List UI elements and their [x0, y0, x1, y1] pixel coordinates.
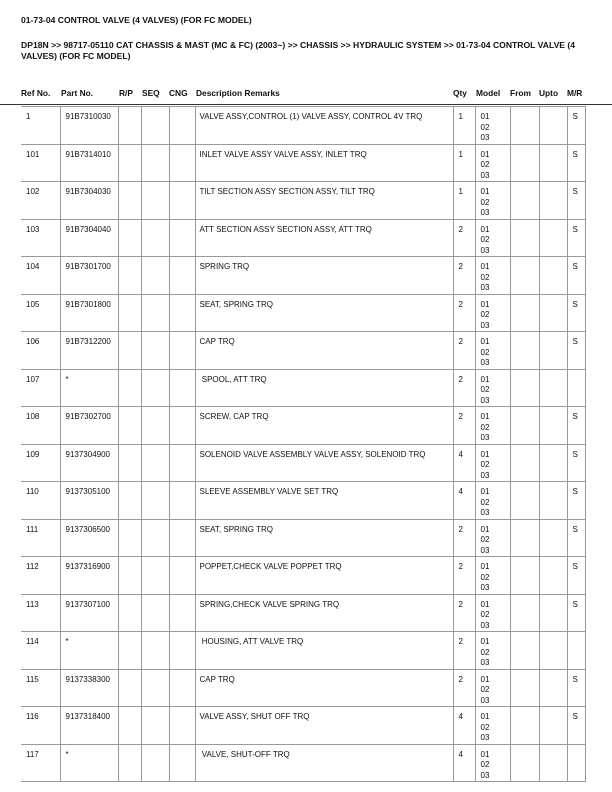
- cell-description: SEAT, SPRING TRQ: [195, 294, 453, 332]
- cell-upto: [539, 519, 567, 557]
- cell-mr: S: [567, 219, 585, 257]
- cell-upto: [539, 707, 567, 745]
- cell-qty: 1: [453, 144, 475, 182]
- cell-model: 01 02 03: [475, 744, 510, 782]
- cell-description: VALVE ASSY, SHUT OFF TRQ: [195, 707, 453, 745]
- table-row: [21, 744, 585, 782]
- cell-qty: 2: [453, 669, 475, 707]
- cell-description: SPRING,CHECK VALVE SPRING TRQ: [195, 594, 453, 632]
- table-row: [21, 707, 585, 745]
- cell-from: [510, 632, 539, 670]
- cell-rp: [118, 182, 141, 220]
- cell-part-no: 91B7304030: [60, 182, 118, 220]
- cell-part-no: 9137316900: [60, 557, 118, 595]
- cell-rp: [118, 444, 141, 482]
- table-row: [21, 444, 585, 482]
- table-row: [21, 594, 585, 632]
- cell-upto: [539, 144, 567, 182]
- cell-seq: [141, 482, 169, 520]
- cell-mr: S: [567, 444, 585, 482]
- table-row: [21, 482, 585, 520]
- cell-model: 01 02 03: [475, 182, 510, 220]
- table-row: [21, 519, 585, 557]
- cell-description: HOUSING, ATT VALVE TRQ: [195, 632, 453, 670]
- cell-model: 01 02 03: [475, 219, 510, 257]
- cell-description: SCREW, CAP TRQ: [195, 407, 453, 445]
- cell-ref-no: 115: [21, 669, 60, 707]
- cell-from: [510, 744, 539, 782]
- cell-qty: 4: [453, 707, 475, 745]
- cell-upto: [539, 219, 567, 257]
- cell-qty: 2: [453, 332, 475, 370]
- cell-qty: 2: [453, 369, 475, 407]
- cell-rp: [118, 107, 141, 145]
- cell-rp: [118, 594, 141, 632]
- cell-mr: [567, 632, 585, 670]
- cell-cng: [169, 482, 195, 520]
- cell-upto: [539, 744, 567, 782]
- cell-ref-no: 105: [21, 294, 60, 332]
- cell-qty: 1: [453, 107, 475, 145]
- cell-upto: [539, 669, 567, 707]
- cell-part-no: 91B7301700: [60, 257, 118, 295]
- cell-from: [510, 257, 539, 295]
- cell-upto: [539, 407, 567, 445]
- cell-ref-no: 113: [21, 594, 60, 632]
- cell-qty: 2: [453, 519, 475, 557]
- cell-seq: [141, 257, 169, 295]
- cell-rp: [118, 332, 141, 370]
- table-row: [21, 144, 585, 182]
- table-row: [21, 369, 585, 407]
- cell-mr: S: [567, 594, 585, 632]
- header-model: Model: [476, 88, 501, 98]
- cell-cng: [169, 107, 195, 145]
- table-row: [21, 632, 585, 670]
- cell-cng: [169, 219, 195, 257]
- cell-from: [510, 332, 539, 370]
- cell-part-no: 91B7310030: [60, 107, 118, 145]
- page-title: 01-73-04 CONTROL VALVE (4 VALVES) (FOR FC MODEL): [21, 15, 252, 25]
- cell-cng: [169, 369, 195, 407]
- cell-model: 01 02 03: [475, 369, 510, 407]
- cell-cng: [169, 144, 195, 182]
- cell-qty: 2: [453, 257, 475, 295]
- cell-model: 01 02 03: [475, 557, 510, 595]
- header-qty: Qty: [453, 88, 467, 98]
- cell-part-no: 9137338300: [60, 669, 118, 707]
- cell-rp: [118, 707, 141, 745]
- table-row: [21, 107, 585, 145]
- header-description: Description Remarks: [196, 88, 280, 98]
- table-row: [21, 294, 585, 332]
- header-ref-no: Ref No.: [21, 88, 51, 98]
- header-part-no: Part No.: [61, 88, 94, 98]
- cell-model: 01 02 03: [475, 519, 510, 557]
- cell-cng: [169, 669, 195, 707]
- table-row: [21, 407, 585, 445]
- cell-seq: [141, 144, 169, 182]
- cell-mr: S: [567, 407, 585, 445]
- cell-seq: [141, 107, 169, 145]
- cell-seq: [141, 669, 169, 707]
- header-divider: [0, 104, 612, 105]
- cell-qty: 2: [453, 632, 475, 670]
- cell-part-no: 91B7312200: [60, 332, 118, 370]
- cell-from: [510, 369, 539, 407]
- cell-cng: [169, 182, 195, 220]
- cell-upto: [539, 444, 567, 482]
- cell-mr: S: [567, 332, 585, 370]
- cell-cng: [169, 519, 195, 557]
- cell-mr: S: [567, 519, 585, 557]
- cell-part-no: 91B7304040: [60, 219, 118, 257]
- cell-mr: S: [567, 482, 585, 520]
- cell-from: [510, 219, 539, 257]
- cell-qty: 4: [453, 444, 475, 482]
- cell-part-no: *: [60, 632, 118, 670]
- cell-rp: [118, 219, 141, 257]
- cell-seq: [141, 182, 169, 220]
- cell-ref-no: 110: [21, 482, 60, 520]
- table-header: [0, 88, 612, 104]
- cell-from: [510, 444, 539, 482]
- cell-seq: [141, 632, 169, 670]
- cell-model: 01 02 03: [475, 257, 510, 295]
- cell-seq: [141, 407, 169, 445]
- cell-ref-no: 1: [21, 107, 60, 145]
- cell-mr: S: [567, 669, 585, 707]
- cell-cng: [169, 557, 195, 595]
- cell-model: 01 02 03: [475, 707, 510, 745]
- cell-rp: [118, 144, 141, 182]
- cell-cng: [169, 632, 195, 670]
- cell-part-no: *: [60, 369, 118, 407]
- cell-cng: [169, 594, 195, 632]
- cell-qty: 1: [453, 182, 475, 220]
- cell-part-no: 9137305100: [60, 482, 118, 520]
- cell-part-no: 9137304900: [60, 444, 118, 482]
- cell-rp: [118, 257, 141, 295]
- cell-seq: [141, 219, 169, 257]
- cell-mr: [567, 369, 585, 407]
- table-row: [21, 219, 585, 257]
- cell-upto: [539, 557, 567, 595]
- cell-ref-no: 106: [21, 332, 60, 370]
- cell-description: ATT SECTION ASSY SECTION ASSY, ATT TRQ: [195, 219, 453, 257]
- cell-ref-no: 111: [21, 519, 60, 557]
- header-from: From: [510, 88, 531, 98]
- cell-from: [510, 182, 539, 220]
- cell-part-no: 9137306500: [60, 519, 118, 557]
- cell-upto: [539, 182, 567, 220]
- cell-ref-no: 103: [21, 219, 60, 257]
- cell-cng: [169, 294, 195, 332]
- cell-model: 01 02 03: [475, 482, 510, 520]
- cell-model: 01 02 03: [475, 144, 510, 182]
- cell-cng: [169, 332, 195, 370]
- cell-from: [510, 519, 539, 557]
- cell-rp: [118, 482, 141, 520]
- cell-upto: [539, 257, 567, 295]
- cell-upto: [539, 482, 567, 520]
- cell-description: SEAT, SPRING TRQ: [195, 519, 453, 557]
- breadcrumb: DP18N >> 98717-05110 CAT CHASSIS & MAST (MC & FC) (2003~) >> CHASSIS >> HYDRAULIC SYSTEM >> 01-73-04 CONTROL VALVE (4 VALVES) (FOR FC MODEL): [21, 40, 576, 61]
- cell-description: SLEEVE ASSEMBLY VALVE SET TRQ: [195, 482, 453, 520]
- cell-description: TILT SECTION ASSY SECTION ASSY, TILT TRQ: [195, 182, 453, 220]
- table-row: [21, 182, 585, 220]
- cell-seq: [141, 594, 169, 632]
- cell-from: [510, 144, 539, 182]
- cell-description: CAP TRQ: [195, 332, 453, 370]
- cell-from: [510, 707, 539, 745]
- cell-ref-no: 102: [21, 182, 60, 220]
- cell-from: [510, 107, 539, 145]
- cell-model: 01 02 03: [475, 107, 510, 145]
- cell-qty: 2: [453, 219, 475, 257]
- cell-description: SPRING TRQ: [195, 257, 453, 295]
- cell-part-no: 9137318400: [60, 707, 118, 745]
- cell-model: 01 02 03: [475, 632, 510, 670]
- cell-upto: [539, 594, 567, 632]
- header-seq: SEQ: [142, 88, 160, 98]
- cell-ref-no: 114: [21, 632, 60, 670]
- cell-ref-no: 109: [21, 444, 60, 482]
- cell-seq: [141, 294, 169, 332]
- cell-model: 01 02 03: [475, 407, 510, 445]
- cell-mr: S: [567, 707, 585, 745]
- cell-upto: [539, 632, 567, 670]
- cell-qty: 2: [453, 594, 475, 632]
- cell-seq: [141, 332, 169, 370]
- cell-description: POPPET,CHECK VALVE POPPET TRQ: [195, 557, 453, 595]
- cell-seq: [141, 744, 169, 782]
- cell-seq: [141, 519, 169, 557]
- cell-mr: S: [567, 257, 585, 295]
- cell-seq: [141, 707, 169, 745]
- cell-model: 01 02 03: [475, 332, 510, 370]
- cell-qty: 2: [453, 557, 475, 595]
- header-upto: Upto: [539, 88, 559, 98]
- cell-cng: [169, 407, 195, 445]
- cell-rp: [118, 519, 141, 557]
- cell-ref-no: 112: [21, 557, 60, 595]
- cell-from: [510, 407, 539, 445]
- cell-model: 01 02 03: [475, 669, 510, 707]
- cell-description: SOLENOID VALVE ASSEMBLY VALVE ASSY, SOLENOID TRQ: [195, 444, 453, 482]
- cell-ref-no: 104: [21, 257, 60, 295]
- cell-rp: [118, 744, 141, 782]
- cell-model: 01 02 03: [475, 594, 510, 632]
- cell-mr: S: [567, 182, 585, 220]
- table-row: [21, 557, 585, 595]
- cell-rp: [118, 369, 141, 407]
- cell-part-no: 91B7314010: [60, 144, 118, 182]
- cell-upto: [539, 332, 567, 370]
- cell-part-no: 91B7302700: [60, 407, 118, 445]
- cell-part-no: 91B7301800: [60, 294, 118, 332]
- cell-cng: [169, 257, 195, 295]
- cell-qty: 2: [453, 294, 475, 332]
- cell-description: VALVE, SHUT-OFF TRQ: [195, 744, 453, 782]
- cell-cng: [169, 444, 195, 482]
- cell-rp: [118, 632, 141, 670]
- cell-mr: S: [567, 144, 585, 182]
- cell-model: 01 02 03: [475, 444, 510, 482]
- cell-part-no: *: [60, 744, 118, 782]
- cell-qty: 4: [453, 744, 475, 782]
- cell-qty: 2: [453, 407, 475, 445]
- cell-rp: [118, 669, 141, 707]
- cell-upto: [539, 369, 567, 407]
- cell-description: VALVE ASSY,CONTROL (1) VALVE ASSY, CONTROL 4V TRQ: [195, 107, 453, 145]
- cell-ref-no: 117: [21, 744, 60, 782]
- parts-table: [21, 106, 586, 782]
- cell-seq: [141, 369, 169, 407]
- cell-model: 01 02 03: [475, 294, 510, 332]
- header-rp: R/P: [119, 88, 133, 98]
- cell-upto: [539, 107, 567, 145]
- cell-mr: S: [567, 294, 585, 332]
- cell-rp: [118, 294, 141, 332]
- cell-qty: 4: [453, 482, 475, 520]
- cell-mr: S: [567, 107, 585, 145]
- cell-from: [510, 294, 539, 332]
- cell-upto: [539, 294, 567, 332]
- cell-rp: [118, 407, 141, 445]
- header-cng: CNG: [169, 88, 188, 98]
- cell-description: SPOOL, ATT TRQ: [195, 369, 453, 407]
- cell-ref-no: 101: [21, 144, 60, 182]
- cell-description: INLET VALVE ASSY VALVE ASSY, INLET TRQ: [195, 144, 453, 182]
- cell-from: [510, 594, 539, 632]
- table-row: [21, 332, 585, 370]
- table-row: [21, 669, 585, 707]
- cell-from: [510, 669, 539, 707]
- cell-from: [510, 482, 539, 520]
- cell-ref-no: 108: [21, 407, 60, 445]
- cell-cng: [169, 744, 195, 782]
- table-row: [21, 257, 585, 295]
- cell-seq: [141, 557, 169, 595]
- cell-seq: [141, 444, 169, 482]
- cell-ref-no: 107: [21, 369, 60, 407]
- cell-cng: [169, 707, 195, 745]
- cell-ref-no: 116: [21, 707, 60, 745]
- cell-description: CAP TRQ: [195, 669, 453, 707]
- cell-mr: [567, 744, 585, 782]
- cell-part-no: 9137307100: [60, 594, 118, 632]
- cell-rp: [118, 557, 141, 595]
- cell-mr: S: [567, 557, 585, 595]
- cell-from: [510, 557, 539, 595]
- header-mr: M/R: [567, 88, 583, 98]
